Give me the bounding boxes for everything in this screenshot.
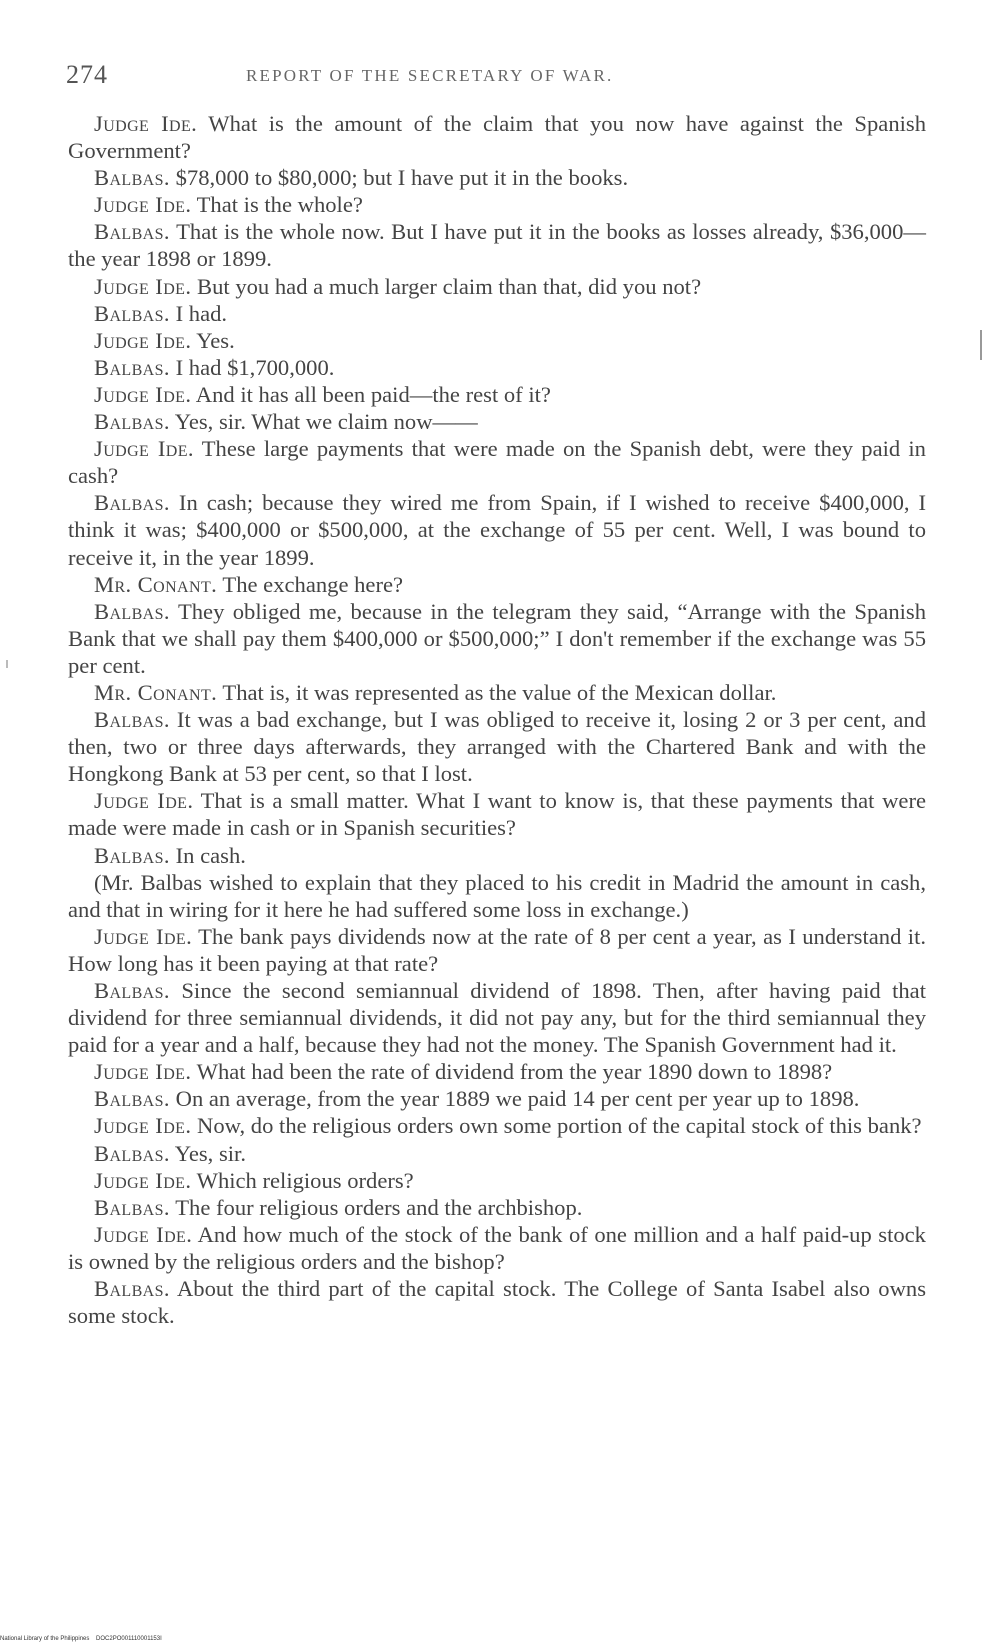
speaker-name: Balbas. — [94, 978, 170, 1003]
testimony-paragraph — [68, 273, 926, 300]
testimony-paragraph — [68, 1112, 926, 1139]
page-header — [66, 60, 926, 94]
paragraph-text: The exchange here? — [217, 571, 404, 597]
paragraph-text: And it has all been paid—the rest of it? — [191, 381, 551, 407]
speaker-name: Balbas. — [94, 409, 170, 435]
scan-footer: National Library of the Philippines DOC2PO001110001153I — [0, 1636, 162, 1642]
speaker-name: Judge Ide. — [94, 381, 192, 407]
testimony-paragraph — [68, 1194, 926, 1221]
speaker-name: Judge Ide. — [94, 788, 194, 814]
speaker-name: Balbas. — [94, 598, 170, 624]
speaker-name: Balbas. — [94, 165, 170, 191]
running-head: REPORT OF THE SECRETARY OF WAR. — [246, 66, 614, 85]
speaker-name: Balbas. — [94, 219, 170, 245]
testimony-paragraph — [68, 1221, 926, 1275]
speaker-name: Mr. Conant. — [94, 571, 218, 597]
speaker-name: Balbas. — [94, 490, 170, 516]
paragraph-text: That is the whole? — [191, 192, 363, 218]
testimony-paragraph — [68, 489, 926, 570]
speaker-name: Balbas. — [94, 842, 170, 868]
paragraph-text: In cash. — [169, 842, 246, 868]
testimony-paragraph — [68, 110, 926, 164]
speaker-name: Judge Ide. — [94, 1059, 192, 1085]
speaker-name: Balbas. — [94, 354, 170, 380]
scan-speck — [6, 660, 8, 668]
speaker-name: Judge Ide. — [94, 1113, 192, 1139]
paragraph-text: What is the amount of the claim that you now have against the Spanish Government? — [68, 111, 926, 164]
testimony-paragraph — [68, 408, 926, 435]
paragraph-text: And how much of the stock of the bank of one million and a half paid-up stock is owned by the religious orders and the bishop? — [68, 1221, 926, 1274]
page-number: 274 — [66, 60, 108, 89]
paragraph-text: Which religious orders? — [191, 1167, 414, 1193]
paragraph-text: Yes. — [191, 327, 235, 353]
paragraph-text: $78,000 to $80,000; but I have put it in the books. — [169, 165, 629, 191]
testimony-paragraph — [68, 842, 926, 869]
scan-edge-mark — [980, 330, 982, 360]
speaker-name: Judge Ide. — [94, 923, 193, 949]
testimony-paragraph — [68, 327, 926, 354]
speaker-name: Judge Ide. — [94, 111, 198, 136]
paragraph-text: Yes, sir. — [169, 1140, 246, 1166]
speaker-name: Judge Ide. — [94, 1167, 192, 1193]
paragraph-text: But you had a much larger claim than that, did you not? — [191, 273, 702, 299]
paragraph-text: I had $1,700,000. — [169, 354, 335, 380]
paragraph-text: The bank pays dividends now at the rate of 8 per cent a year, as I understand it. How long has it been paying at that rate? — [68, 923, 926, 976]
paragraph-text: The four religious orders and the archbishop. — [169, 1194, 583, 1220]
paragraph-text: It was a bad exchange, but I was obliged to receive it, losing 2 or 3 per cent, and then, two or three days afterwards, they arranged with the Chartered Bank and with the Hongkong Bank at 53 per cent, so that I lost. — [68, 707, 926, 787]
speaker-name: Mr. Conant. — [94, 679, 218, 705]
testimony-paragraph — [68, 191, 926, 218]
testimony-paragraph — [68, 869, 926, 923]
speaker-name: Judge Ide. — [94, 273, 192, 299]
paragraph-text: That is the whole now. But I have put it in the books as losses already, $36,000—the year 1898 or 1899. — [68, 219, 926, 272]
testimony-paragraph — [68, 706, 926, 787]
speaker-name: Balbas. — [94, 1140, 170, 1166]
testimony-paragraph — [68, 571, 926, 598]
testimony-paragraph — [68, 787, 926, 841]
paragraph-text: (Mr. Balbas wished to explain that they placed to his credit in Madrid the amount in cash, and that in wiring for it here he had suffered some loss in exchange.) — [68, 869, 926, 922]
paragraph-text: What had been the rate of dividend from the year 1890 down to 1898? — [191, 1059, 833, 1085]
testimony-paragraph — [68, 1140, 926, 1167]
paragraph-text: About the third part of the capital stock. The College of Santa Isabel also owns some stock. — [68, 1276, 926, 1329]
speaker-name: Balbas. — [94, 300, 170, 326]
paragraph-text: I had. — [169, 300, 228, 326]
paragraph-text: That is a small matter. What I want to know is, that these payments that were made were made in cash or in Spanish securities? — [68, 788, 926, 841]
testimony-paragraph — [68, 435, 926, 489]
testimony-paragraph — [68, 598, 926, 679]
paragraph-text: That is, it was represented as the value of the Mexican dollar. — [217, 679, 777, 705]
speaker-name: Judge Ide. — [94, 192, 192, 218]
testimony-paragraph — [68, 218, 926, 272]
paragraph-text: On an average, from the year 1889 we paid 14 per cent per year up to 1898. — [169, 1086, 860, 1112]
speaker-name: Judge Ide. — [94, 1221, 193, 1247]
paragraph-text: They obliged me, because in the telegram they said, “Arrange with the Spanish Bank that we shall pay them $400,000 or $500,000;” I don't remember if the exchange was 55 per cent. — [68, 598, 926, 678]
paragraph-text: Now, do the religious orders own some portion of the capital stock of this bank? — [191, 1113, 922, 1139]
testimony-paragraph — [68, 1167, 926, 1194]
speaker-name: Balbas. — [94, 707, 170, 733]
testimony-paragraph — [68, 381, 926, 408]
speaker-name: Balbas. — [94, 1086, 170, 1112]
testimony-paragraph — [68, 977, 926, 1058]
speaker-name: Judge Ide. — [94, 327, 192, 353]
paragraph-text: Yes, sir. What we claim now—— — [169, 409, 478, 435]
paragraph-text: In cash; because they wired me from Spain, if I wished to receive $400,000, I think it was; $400,000 or $500,000, at the exchange of 55 per cent. Well, I was bound to receive it, in the year 1899. — [68, 490, 926, 570]
paragraph-text: These large payments that were made on the Spanish debt, were they paid in cash? — [68, 436, 926, 489]
testimony-paragraph — [68, 1058, 926, 1085]
testimony-paragraph — [68, 1085, 926, 1112]
testimony-paragraph — [68, 300, 926, 327]
testimony-paragraph — [68, 164, 926, 191]
speaker-name: Balbas. — [94, 1276, 170, 1302]
speaker-name: Balbas. — [94, 1194, 170, 1220]
paragraph-text: Since the second semiannual dividend of 1898. Then, after having paid that dividend for three semiannual dividends, it did not pay any, but for the third semiannual they paid for a year and a half, because they had not the money. The Spanish Government had it. — [68, 978, 926, 1058]
testimony-paragraph — [68, 1275, 926, 1329]
testimony-paragraph — [68, 923, 926, 977]
testimony-paragraph — [68, 354, 926, 381]
testimony-body — [68, 110, 926, 1329]
testimony-paragraph — [68, 679, 926, 706]
speaker-name: Judge Ide. — [94, 436, 194, 462]
